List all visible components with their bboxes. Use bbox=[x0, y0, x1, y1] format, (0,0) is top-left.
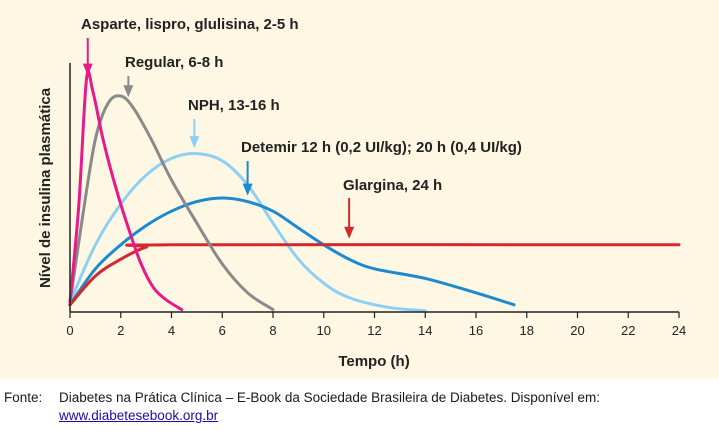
arrow-head-glargina bbox=[344, 227, 354, 239]
label-glargina: Glargina, 24 h bbox=[343, 177, 443, 194]
x-tick-label: 6 bbox=[218, 323, 226, 338]
source-caption bbox=[4, 389, 716, 425]
arrow-head-aspart bbox=[83, 64, 93, 76]
x-tick-label: 24 bbox=[671, 323, 687, 338]
label-nph: NPH, 13-16 h bbox=[188, 97, 280, 114]
caption-text: Diabetes na Prática Clínica – E-Book da Sociedade Brasileira de Diabetes. Disponível em: bbox=[59, 390, 601, 405]
x-tick-label: 12 bbox=[367, 323, 382, 338]
x-tick-label: 2 bbox=[117, 323, 125, 338]
x-tick-label: 10 bbox=[316, 323, 331, 338]
x-tick-layer bbox=[66, 312, 686, 338]
caption-label: Fonte: bbox=[4, 390, 43, 405]
x-tick-label: 18 bbox=[519, 323, 534, 338]
x-tick-label: 22 bbox=[621, 323, 636, 338]
label-aspart: Asparte, lispro, glulisina, 2-5 h bbox=[81, 16, 299, 33]
source-link[interactable]: www.diabetesebook.org.br bbox=[59, 408, 219, 423]
arrow-head-regular bbox=[123, 85, 133, 97]
label-regular: Regular, 6-8 h bbox=[125, 54, 224, 71]
y-axis-label: Nível de insulina plasmática bbox=[37, 87, 54, 289]
x-tick-label: 14 bbox=[418, 323, 433, 338]
x-tick-label: 16 bbox=[468, 323, 484, 338]
arrow-head-nph bbox=[189, 136, 199, 148]
series-annotations bbox=[81, 16, 522, 194]
label-detemir: Detemir 12 h (0,2 UI/kg); 20 h (0,4 UI/kg) bbox=[241, 139, 522, 156]
x-tick-label: 0 bbox=[66, 323, 74, 338]
x-tick-label: 4 bbox=[167, 323, 176, 338]
x-tick-label: 8 bbox=[269, 323, 277, 338]
x-tick-label: 20 bbox=[570, 323, 585, 338]
x-axis-label: Tempo (h) bbox=[338, 353, 410, 370]
